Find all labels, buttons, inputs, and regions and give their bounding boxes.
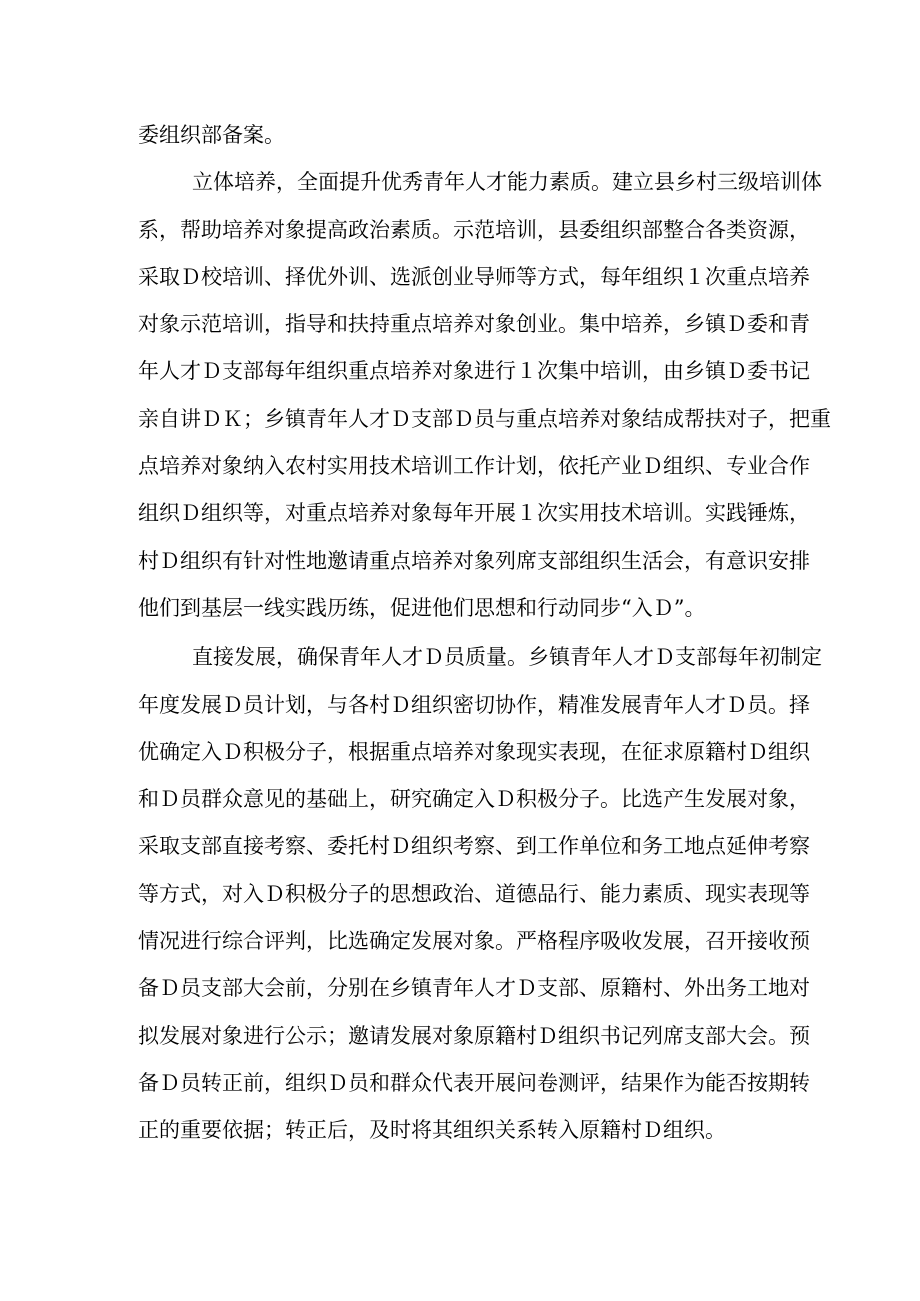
text-line: 采取Ｄ校培训、择优外训、选派创业导师等方式，每年组织１次重点培养 <box>138 264 810 289</box>
text-line: 组织Ｄ组织等，对重点培养对象每年开展１次实用技术培训。实践锤炼， <box>138 501 810 526</box>
text-line: 优确定入Ｄ积极分子，根据重点培养对象现实表现，在征求原籍村Ｄ组织 <box>138 739 810 764</box>
text-line: 和Ｄ员群众意见的基础上，研究确定入Ｄ积极分子。比选产生发展对象， <box>138 787 810 812</box>
text-line: 系，帮助培养对象提高政治素质。示范培训，县委组织部整合各类资源， <box>138 217 810 242</box>
paragraph-training <box>138 159 831 632</box>
text-line: 亲自讲ＤＫ；乡镇青年人才Ｄ支部Ｄ员与重点培养对象结成帮扶对子，把重 <box>138 406 831 431</box>
text-line: 立体培养，全面提升优秀青年人才能力素质。建立县乡村三级培训体 <box>192 170 822 195</box>
text-line: 点培养对象纳入农村实用技术培训工作计划，依托产业Ｄ组织、专业合作 <box>138 454 810 479</box>
text-line: 对象示范培训，指导和扶持重点培养对象创业。集中培养，乡镇Ｄ委和青 <box>138 312 810 337</box>
text-line: 正的重要依据；转正后，及时将其组织关系转入原籍村Ｄ组织。 <box>138 1118 726 1143</box>
text-line: 情况进行综合评判，比选确定发展对象。严格程序吸收发展，召开接收预 <box>138 929 810 954</box>
text-line: 等方式，对入Ｄ积极分子的思想政治、道德品行、能力素质、现实表现等 <box>138 881 810 906</box>
text-line: 拟发展对象进行公示；邀请发展对象原籍村Ｄ组织书记列席支部大会。预 <box>138 1023 810 1048</box>
text-line: 年人才Ｄ支部每年组织重点培养对象进行１次集中培训，由乡镇Ｄ委书记 <box>138 359 810 384</box>
text-line: 村Ｄ组织有针对性地邀请重点培养对象列席支部组织生活会，有意识安排 <box>138 548 810 573</box>
text-line: 备Ｄ员支部大会前，分别在乡镇青年人才Ｄ支部、原籍村、外出务工地对 <box>138 976 810 1001</box>
text-line: 直接发展，确保青年人才Ｄ员质量。乡镇青年人才Ｄ支部每年初制定 <box>192 645 822 670</box>
document-body <box>138 112 831 1155</box>
text-line: 备Ｄ员转正前，组织Ｄ员和群众代表开展问卷测评，结果作为能否按期转 <box>138 1070 810 1095</box>
text-line: 采取支部直接考察、委托村Ｄ组织考察、到工作单位和务工地点延伸考察 <box>138 834 810 859</box>
paragraph-continuation <box>138 112 786 159</box>
text-line: 年度发展Ｄ员计划，与各村Ｄ组织密切协作，精准发展青年人才Ｄ员。择 <box>138 692 810 717</box>
paragraph-development <box>138 634 822 1154</box>
text-line: 他们到基层一线实践历练，促进他们思想和行动同步“入Ｄ”。 <box>138 595 706 620</box>
text-line: 委组织部备案。 <box>138 123 285 147</box>
